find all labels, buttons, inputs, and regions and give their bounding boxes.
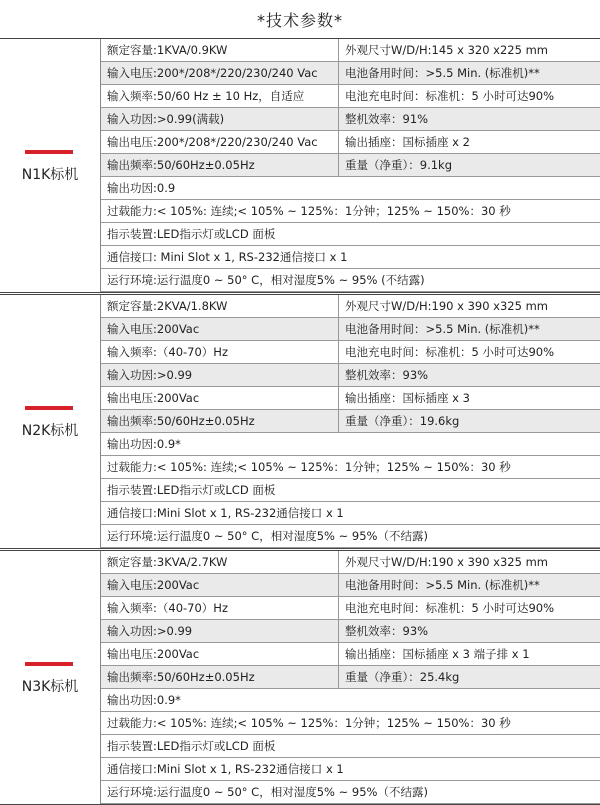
spec-cell-right: 重量（净重）：19.6kg — [338, 410, 600, 432]
spec-row — [101, 479, 600, 502]
block-bottom-rule — [0, 292, 600, 293]
spec-row — [101, 781, 600, 804]
spec-cell-right: 电池充电时间：标准机：5 小时可达90% — [338, 597, 600, 619]
spec-row — [101, 246, 600, 269]
block-bottom-rule — [0, 548, 600, 549]
spec-cell-left: 输入频率:50/60 Hz ± 10 Hz，自适应 — [107, 89, 305, 103]
spec-cell-full: 过载能力:< 105%: 连续;< 105% ~ 125%：1分钟；125% ~ 150%：30 秒 — [107, 460, 511, 474]
spec-cell-left: 输入频率:（40-70）Hz — [107, 601, 228, 615]
spec-row — [101, 643, 600, 666]
spec-row — [101, 85, 600, 108]
spec-cell-right: 电池备用时间：>5.5 Min. (标准机)** — [338, 574, 600, 596]
spec-cell-left: 输出频率:50/60Hz±0.05Hz — [101, 154, 338, 176]
spec-cell-right: 重量（净重）：9.1kg — [338, 154, 600, 176]
spec-row — [101, 410, 600, 433]
spec-cell-left: 额定容量:1KVA/0.9KW — [107, 43, 228, 57]
spec-cell-left: 输入频率:（40-70）Hz — [107, 345, 228, 359]
model-label-column — [0, 39, 101, 292]
spec-cell-right: 电池备用时间：>5.5 Min. (标准机)** — [338, 318, 600, 340]
spec-cell-right: 整机效率：93% — [338, 620, 600, 642]
spec-cell-right: 重量（净重）：25.4kg — [338, 666, 600, 688]
spec-row — [101, 39, 600, 62]
red-accent-bar — [25, 150, 73, 154]
spec-row — [101, 131, 600, 154]
spec-row — [101, 341, 600, 364]
spec-cell-full: 输出功因:0.9 — [107, 181, 176, 195]
spec-row — [101, 433, 600, 456]
spec-cell-full: 通信接口:Mini Slot x 1, RS-232通信接口 x 1 — [107, 762, 344, 776]
spec-cell-right: 输出插座：国标插座 x 3 端子排 x 1 — [338, 643, 600, 665]
spec-cell-left: 输出电压:200Vac — [107, 647, 200, 661]
spec-row — [101, 597, 600, 620]
spec-cell-full: 运行环境:运行温度0 ~ 50° C，相对湿度5% ~ 95% (不结露) — [107, 273, 425, 287]
spec-cell-left: 输入电压:200Vac — [101, 574, 338, 596]
spec-row — [101, 456, 600, 479]
spec-row — [101, 689, 600, 712]
model-name: N2K标机 — [21, 423, 79, 439]
model-name: N1K标机 — [21, 167, 79, 183]
spec-cell-left: 输入电压:200*/208*/220/230/240 Vac — [101, 62, 338, 84]
spec-row — [101, 108, 600, 131]
spec-cell-right: 电池充电时间：标准机：5 小时可达90% — [338, 341, 600, 363]
red-accent-bar — [25, 662, 73, 666]
spec-row — [101, 574, 600, 597]
spec-row — [101, 387, 600, 410]
spec-cell-right: 外观尺寸W/D/H:190 x 390 x325 mm — [338, 295, 600, 317]
model-label-column — [0, 551, 101, 804]
spec-cell-left: 输出频率:50/60Hz±0.05Hz — [101, 666, 338, 688]
spec-row — [101, 620, 600, 643]
spec-block — [0, 38, 600, 292]
spec-cell-left: 额定容量:3KVA/2.7KW — [107, 555, 228, 569]
spec-block — [0, 294, 600, 548]
red-accent-bar — [25, 406, 73, 410]
spec-cell-full: 通信接口: Mini Slot x 1, RS-232通信接口 x 1 — [107, 250, 348, 264]
spec-cell-full: 通信接口:Mini Slot x 1, RS-232通信接口 x 1 — [107, 506, 344, 520]
spec-cell-full: 过载能力:< 105%: 连续;< 105% ~ 125%：1分钟；125% ~ 150%：30 秒 — [107, 204, 511, 218]
spec-cell-full: 指示装置:LED指示灯或LCD 面板 — [107, 483, 276, 497]
spec-cell-right: 外观尺寸W/D/H:190 x 390 x325 mm — [338, 551, 600, 573]
spec-cell-left: 输入功因:>0.99(满载) — [101, 108, 338, 130]
spec-row — [101, 269, 600, 292]
spec-cell-full: 指示装置:LED指示灯或LCD 面板 — [107, 739, 276, 753]
spec-row — [101, 295, 600, 318]
spec-row — [101, 223, 600, 246]
spec-row — [101, 551, 600, 574]
spec-cell-right: 电池备用时间：>5.5 Min. (标准机)** — [338, 62, 600, 84]
spec-cell-full: 运行环境:运行温度0 ~ 50° C，相对湿度5% ~ 95%（不结露) — [107, 785, 428, 799]
spec-row — [101, 364, 600, 387]
spec-cell-left: 输出电压:200*/208*/220/230/240 Vac — [107, 135, 318, 149]
spec-row — [101, 177, 600, 200]
spec-cell-left: 输出电压:200Vac — [107, 391, 200, 405]
spec-cell-right: 输出插座：国标插座 x 2 — [338, 131, 600, 153]
spec-row — [101, 525, 600, 548]
spec-cell-right: 整机效率：91% — [338, 108, 600, 130]
spec-cell-left: 输入功因:>0.99 — [101, 364, 338, 386]
spec-row — [101, 318, 600, 341]
spec-cell-left: 输入电压:200Vac — [101, 318, 338, 340]
spec-row — [101, 758, 600, 781]
spec-cell-right: 输出插座：国标插座 x 3 — [338, 387, 600, 409]
spec-row — [101, 666, 600, 689]
spec-row — [101, 735, 600, 758]
spec-cell-full: 过载能力:< 105%: 连续;< 105% ~ 125%：1分钟；125% ~ 150%：30 秒 — [107, 716, 511, 730]
spec-row — [101, 502, 600, 525]
spec-row — [101, 712, 600, 735]
spec-row — [101, 154, 600, 177]
spec-row — [101, 200, 600, 223]
spec-cell-full: 输出功因:0.9* — [107, 693, 181, 707]
spec-cell-left: 输入功因:>0.99 — [101, 620, 338, 642]
spec-cell-right: 电池充电时间：标准机：5 小时可达90% — [338, 85, 600, 107]
spec-row — [101, 62, 600, 85]
model-label-column — [0, 295, 101, 548]
spec-cell-left: 输出频率:50/60Hz±0.05Hz — [101, 410, 338, 432]
page-title: *技术参数* — [256, 11, 343, 30]
model-name: N3K标机 — [21, 679, 79, 695]
spec-block — [0, 550, 600, 804]
spec-cell-left: 额定容量:2KVA/1.8KW — [107, 299, 228, 313]
spec-cell-right: 整机效率：93% — [338, 364, 600, 386]
spec-cell-full: 指示装置:LED指示灯或LCD 面板 — [107, 227, 276, 241]
spec-cell-full: 运行环境:运行温度0 ~ 50° C，相对湿度5% ~ 95%（不结露) — [107, 529, 428, 543]
spec-cell-full: 输出功因:0.9* — [107, 437, 181, 451]
spec-cell-right: 外观尺寸W/D/H:145 x 320 x225 mm — [338, 39, 600, 61]
